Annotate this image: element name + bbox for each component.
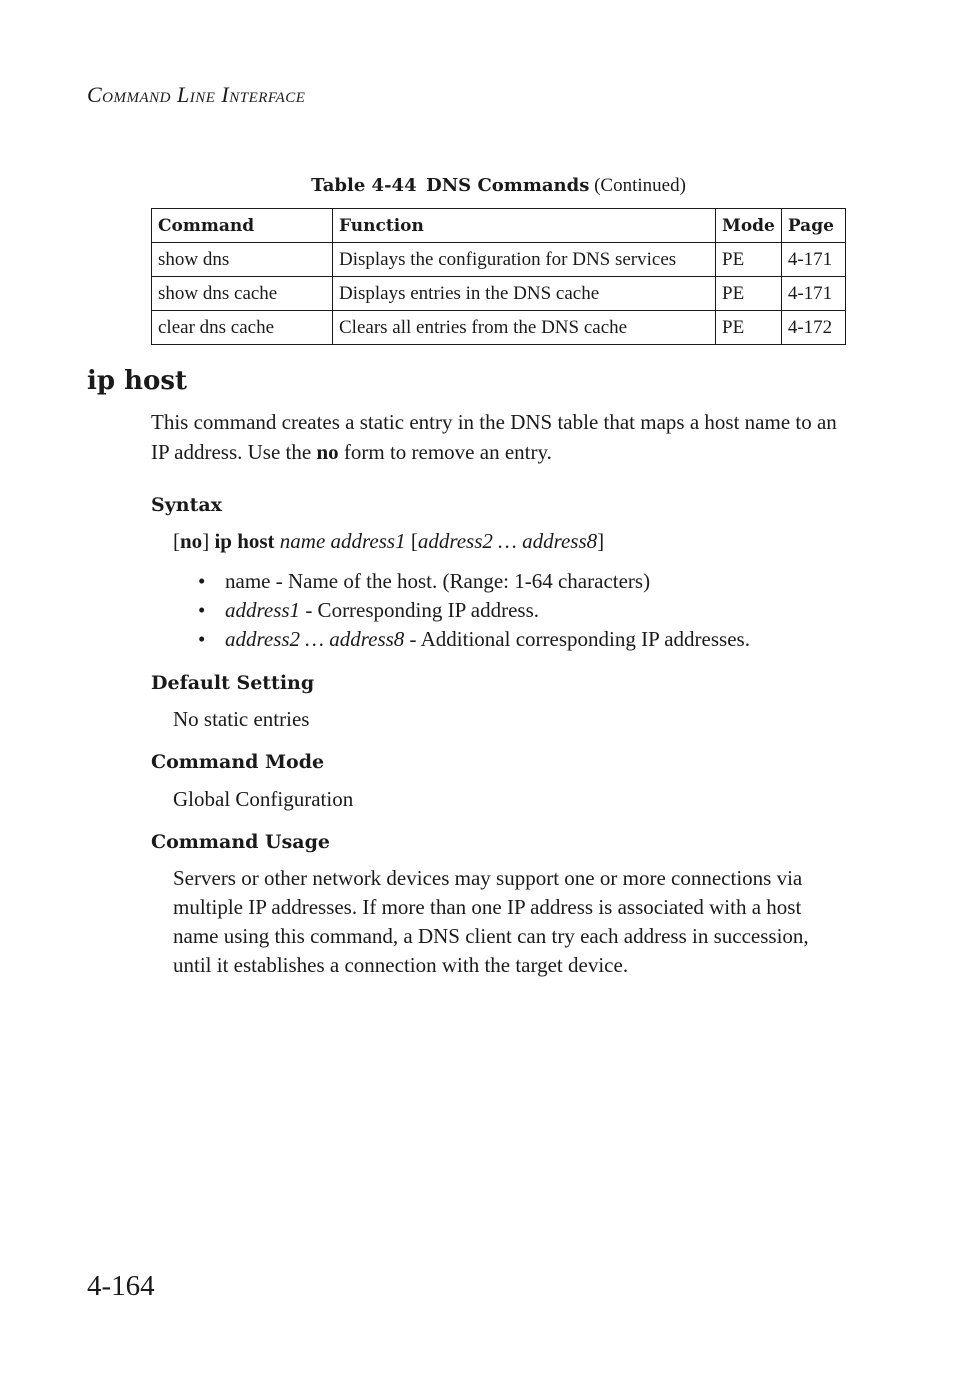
param-desc: - Additional corresponding IP addresses. — [404, 627, 750, 651]
syntax-opt-args: address2 … address8 — [417, 529, 598, 553]
cell-command: show dns — [152, 243, 333, 277]
cell-function: Displays entries in the DNS cache — [333, 277, 716, 311]
column-header-mode: Mode — [716, 209, 782, 243]
column-header-function: Function — [333, 209, 716, 243]
list-item — [198, 596, 750, 625]
intro-paragraph — [151, 407, 841, 467]
command-mode-heading: Command Mode — [151, 751, 325, 773]
cell-command: clear dns cache — [152, 311, 333, 345]
syntax-close-bracket: ] — [202, 529, 210, 553]
cell-function: Displays the configuration for DNS services — [333, 243, 716, 277]
syntax-command: ip host — [214, 529, 275, 553]
cell-command: show dns cache — [152, 277, 333, 311]
column-header-command: Command — [152, 209, 333, 243]
table-caption-note: (Continued) — [594, 175, 686, 196]
table-caption-title: DNS Commands — [426, 175, 590, 196]
syntax-line — [173, 527, 604, 556]
intro-no-keyword: no — [316, 440, 339, 464]
cell-function: Clears all entries from the DNS cache — [333, 311, 716, 345]
default-setting-text: No static entries — [173, 707, 310, 731]
cell-mode: PE — [716, 277, 782, 311]
command-mode-text: Global Configuration — [173, 787, 354, 811]
dns-commands-table — [151, 208, 846, 345]
command-usage-text: Servers or other network devices may support one or more connections via multiple IP addresses. If more than one IP address is associated with a host name using this command, a DNS client can try each address in succession, until it establishes a connection with the target device. — [173, 866, 809, 977]
section-title: ip host — [87, 366, 188, 396]
page-number: 4-164 — [87, 1270, 155, 1302]
table-header-row — [152, 209, 846, 243]
table-row — [152, 243, 846, 277]
table-row — [152, 277, 846, 311]
table-row — [152, 311, 846, 345]
syntax-heading: Syntax — [151, 494, 222, 516]
table-caption-label: Table 4-44 — [311, 175, 417, 196]
syntax-opt-open: [ — [410, 529, 418, 553]
cell-mode: PE — [716, 243, 782, 277]
param-desc: name - Name of the host. (Range: 1-64 characters) — [225, 569, 651, 593]
table-caption — [151, 175, 846, 197]
syntax-args: name address1 — [279, 529, 406, 553]
intro-text-1: This command creates a static entry in the DNS table that maps a host name to an IP address. Use the — [151, 410, 837, 464]
command-usage-heading: Command Usage — [151, 831, 330, 853]
syntax-open-bracket: [ — [173, 529, 180, 553]
list-item — [198, 625, 750, 654]
syntax-parameter-list — [198, 567, 750, 654]
cell-mode: PE — [716, 311, 782, 345]
column-header-page: Page — [781, 209, 845, 243]
param-term: address2 … address8 — [225, 627, 405, 651]
running-header: Command Line Interface — [87, 82, 306, 107]
list-item — [198, 567, 750, 596]
syntax-opt-close: ] — [597, 529, 605, 553]
param-term: address1 — [225, 598, 301, 622]
param-desc: - Corresponding IP address. — [300, 598, 539, 622]
cell-page: 4-171 — [781, 277, 845, 311]
syntax-no-keyword: no — [180, 529, 203, 553]
cell-page: 4-172 — [781, 311, 845, 345]
intro-text-2: form to remove an entry. — [338, 440, 552, 464]
cell-page: 4-171 — [781, 243, 845, 277]
default-setting-heading: Default Setting — [151, 672, 315, 694]
